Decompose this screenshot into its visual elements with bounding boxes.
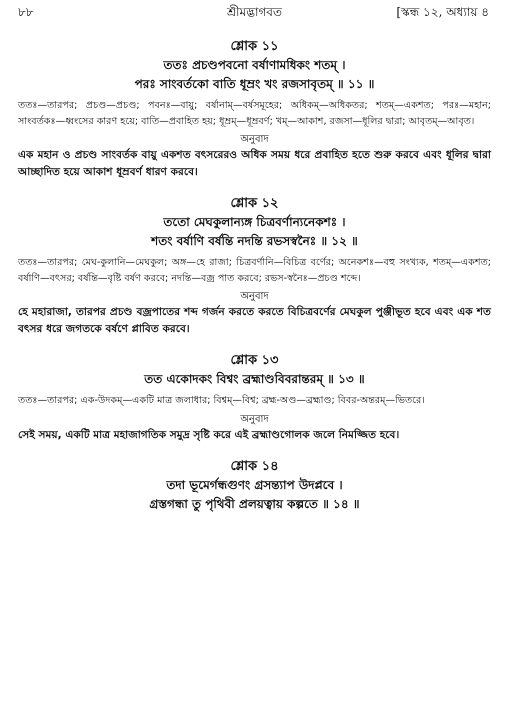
book-title: শ্রীমদ্ভাগবত <box>226 5 282 19</box>
sloka-heading: শ্লোক ১৩ <box>230 353 279 368</box>
verse-line: পরঃ সাংবর্তকো বাতি ধূম্রং খং রজসাবৃতম্ ॥ ১১ ॥ <box>134 77 375 91</box>
verse-line: শতং বর্ষাণি বর্ষন্তি নদন্তি রভসস্বনৈঃ ॥ ১২ ॥ <box>151 234 358 248</box>
sloka-block <box>18 195 491 338</box>
page-number: ৮৮ <box>18 5 34 19</box>
translation-heading: অনুবাদ <box>240 291 269 302</box>
word-meanings: ততঃ—তারপর; প্রচণ্ড—প্রচণ্ড; পবনঃ—বায়ু; বর্ষানাম্—বর্ষসমূহের; অধিকম্—অধিকতর; শতম্—একশত; পরঃ—মহান; সাংবর্তকঃ—ধ্বংসের কারণ হয়ে; বাতি—প্রবাহিত হয়; ধূম্রম্—ধূম্রবর্ণ; খম্—আকাশ, রজসা—ধূলির দ্বারা; আবৃতম্—আবৃত। <box>18 100 491 127</box>
verse-line: তদা ভূমের্গন্ধগুণং গ্রসন্ত্যাপ উদপ্লবে । <box>166 477 343 492</box>
translation-text: এক মহান ও প্রচণ্ড সাংবর্তক বায়ু একশত বৎসরেরও অধিক সময় ধরে প্রবাহিত হতে শুরু করবে এবং ধূলির দ্বারা আচ্ছাদিত হয়ে আকাশ ধূম্রবর্ণ ধারণ করবে। <box>18 149 491 178</box>
sloka-block <box>18 352 491 444</box>
page <box>18 0 491 719</box>
translation-text: সেই সময়, একটি মাত্র মহাজাগতিক সমুদ্র সৃষ্টি করে এই ব্রহ্মাণ্ডগোলক জলে নিমজ্জিত হবে। <box>18 428 400 441</box>
sloka-heading: শ্লোক ১৪ <box>230 458 279 474</box>
word-meanings: ততঃ—তারপর; মেঘ-কুলানি—মেঘকুল; অঙ্গ—হে রাজা; চিত্রবর্ণানি—বিচিত্র বর্ণের; অনেকশঃ—বহু সংখ্যক, শতম্—একশত; বর্ষাণি—বৎসর; বর্ষন্তি—বৃষ্টি বর্ষণ করবে; নদন্তি—বজ্র পাত করবে; রভস-স্বনৈঃ—প্রচণ্ড শব্দে। <box>18 257 491 284</box>
translation-heading: অনুবাদ <box>240 134 269 145</box>
sloka-block <box>18 38 491 181</box>
verse-line: গ্রস্তগন্ধা তু পৃথিবী প্রলয়ত্বায় কল্পতে ॥ ১৪ ॥ <box>149 496 360 511</box>
chapter-reference: [স্কন্ধ ১২, অধ্যায় ৪ <box>396 5 489 19</box>
verse-line: ততঃ প্রচণ্ডপবনো বর্ষাণামধিকং শতম্ । <box>163 58 346 72</box>
translation-text: হে মহারাজা, তারপর প্রচণ্ড বজ্রপাতের শব্দ গর্জন করতে করতে বিচিত্রবর্ণের মেঘকুল পুঞ্জীভূত হবে এবং এক শত বৎসর ধরে জগতকে বর্ষণে প্লাবিত করবে। <box>18 306 491 335</box>
sloka-block <box>18 458 491 514</box>
word-meanings: ততঃ—তারপর; এক-উদকম্—একটি মাত্র জলাধার; বিশ্বম্—বিশ্ব; ব্রহ্ম-অণ্ড—ব্রহ্মাণ্ড; বিবর-অন্তরম্—ভিতরে। <box>18 395 425 406</box>
verse-line: ততো মেঘকুলান্যঙ্গ চিত্রবর্ণান্যনেকশঃ । <box>163 215 346 229</box>
sloka-heading: শ্লোক ১২ <box>230 196 279 211</box>
translation-heading: অনুবাদ <box>240 413 269 425</box>
sloka-heading: শ্লোক ১১ <box>230 39 279 54</box>
verse-line: তত একোদকং বিশ্বং ব্রহ্মাণ্ডবিবরান্তরম্ ॥ ১৩ ॥ <box>144 372 365 386</box>
